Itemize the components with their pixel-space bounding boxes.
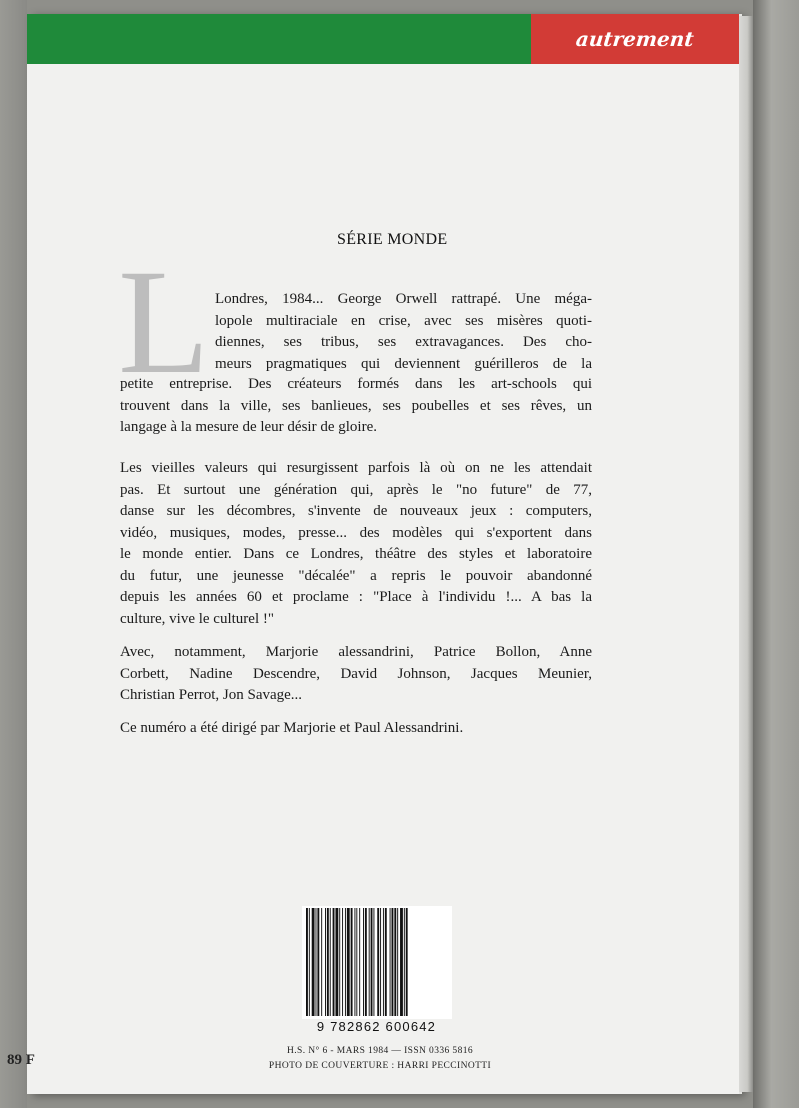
red-band	[531, 14, 739, 64]
barcode-bar	[385, 908, 387, 1016]
barcode-bar	[356, 908, 357, 1016]
barcode	[302, 906, 452, 1019]
barcode-bar	[373, 908, 374, 1016]
text-line: pas. Et surtout une génération qui, après le "no future" de 77,	[120, 481, 592, 498]
background-plank	[753, 0, 799, 1108]
barcode-bar	[397, 908, 398, 1016]
text-line: lopole multiraciale en crise, avec ses misères quoti-	[215, 312, 592, 329]
barcode-bar	[369, 908, 370, 1016]
barcode-bar	[317, 908, 319, 1016]
text-line: le monde entier. Dans ce Londres, théâtre des styles et laboratoire	[120, 546, 592, 562]
text-line: Corbett, Nadine Descendre, David Johnson, Jacques Meunier,	[120, 665, 592, 682]
text-line: Christian Perrot, Jon Savage...	[120, 687, 303, 703]
text-line: Les vieilles valeurs qui resurgissent parfois là où on ne les attendait	[120, 460, 592, 476]
text-line: du futur, une jeunesse "décalée" a repris le pouvoir abandonné	[120, 567, 592, 584]
text-line: Avec, notamment, Marjorie alessandrini, Patrice Bollon, Anne	[120, 644, 592, 660]
text-line: Londres, 1984... George Orwell rattrapé. Une méga-	[215, 291, 592, 307]
drop-cap: L	[118, 239, 210, 405]
text-line: vidéo, musiques, modes, presse... des modèles qui s'exportent dans	[120, 524, 592, 541]
barcode-bar	[339, 908, 340, 1016]
barcode-bar	[392, 908, 394, 1016]
barcode-bar	[394, 908, 396, 1016]
text-line: depuis les années 60 et proclame : "Place à l'individu !... A bas la	[120, 589, 592, 605]
paragraph-4-editors	[120, 718, 592, 740]
book-page-edge	[739, 16, 753, 1092]
barcode-bar	[309, 908, 310, 1016]
barcode-bar	[321, 908, 322, 1016]
barcode-bar	[406, 908, 408, 1016]
green-band	[27, 14, 531, 64]
paragraph-2	[120, 458, 592, 630]
issue-info: H.S. N° 6 - MARS 1984 — ISSN 0336 5816	[286, 1046, 474, 1056]
text-line: culture, vive le culturel !"	[120, 610, 274, 627]
barcode-bar	[333, 908, 335, 1016]
text-line: petite entreprise. Des créateurs formés dans les art-schools qui	[120, 376, 592, 392]
barcode-bar	[306, 908, 308, 1016]
text-line: langage à la mesure de leur désir de gloire.	[120, 419, 377, 435]
photo-credit: PHOTO DE COUVERTURE : HARRI PECCINOTTI	[268, 1061, 492, 1071]
barcode-bar	[380, 908, 381, 1016]
barcode-bar	[365, 908, 367, 1016]
barcode-bar	[377, 908, 379, 1016]
text-line: danse sur les décombres, s'invente de nouveaux jeux : computers,	[120, 503, 592, 519]
text-line: diennes, ses tribus, ses extravagances. Des cho-	[215, 334, 592, 350]
barcode-bar	[312, 908, 315, 1016]
barcode-bar	[316, 908, 317, 1016]
barcode-bar	[359, 908, 360, 1016]
barcode-bar	[363, 908, 364, 1016]
barcode-bar	[327, 908, 329, 1016]
barcode-bar	[335, 908, 338, 1016]
barcode-bar	[354, 908, 355, 1016]
barcode-bar	[325, 908, 326, 1016]
barcode-bar	[404, 908, 405, 1016]
barcode-bar	[330, 908, 331, 1016]
paragraph-1-intro	[215, 289, 592, 375]
series-title: SÉRIE MONDE	[337, 231, 448, 248]
paragraph-3-contributors	[120, 642, 592, 707]
barcode-bar	[345, 908, 346, 1016]
barcode-bar	[371, 908, 373, 1016]
barcode-bar	[347, 908, 350, 1016]
barcode-digits: 9 782862 600642	[316, 1019, 437, 1034]
text-line: Ce numéro a été dirigé par Marjorie et Paul Alessandrini.	[120, 720, 464, 736]
publisher-logo: autrement	[574, 27, 696, 51]
barcode-bar	[351, 908, 353, 1016]
barcode-bar	[390, 908, 391, 1016]
paragraph-1-continued	[120, 374, 592, 439]
text-line: trouvent dans la ville, ses banlieues, ses poubelles et ses rêves, un	[120, 397, 592, 414]
barcode-bar	[383, 908, 384, 1016]
barcode-bar	[400, 908, 403, 1016]
price-label: 89 F	[7, 1052, 35, 1068]
barcode-bar	[342, 908, 343, 1016]
background-plank	[0, 0, 27, 1108]
text-line: meurs pragmatiques qui deviennent guérilleros de la	[215, 355, 592, 372]
